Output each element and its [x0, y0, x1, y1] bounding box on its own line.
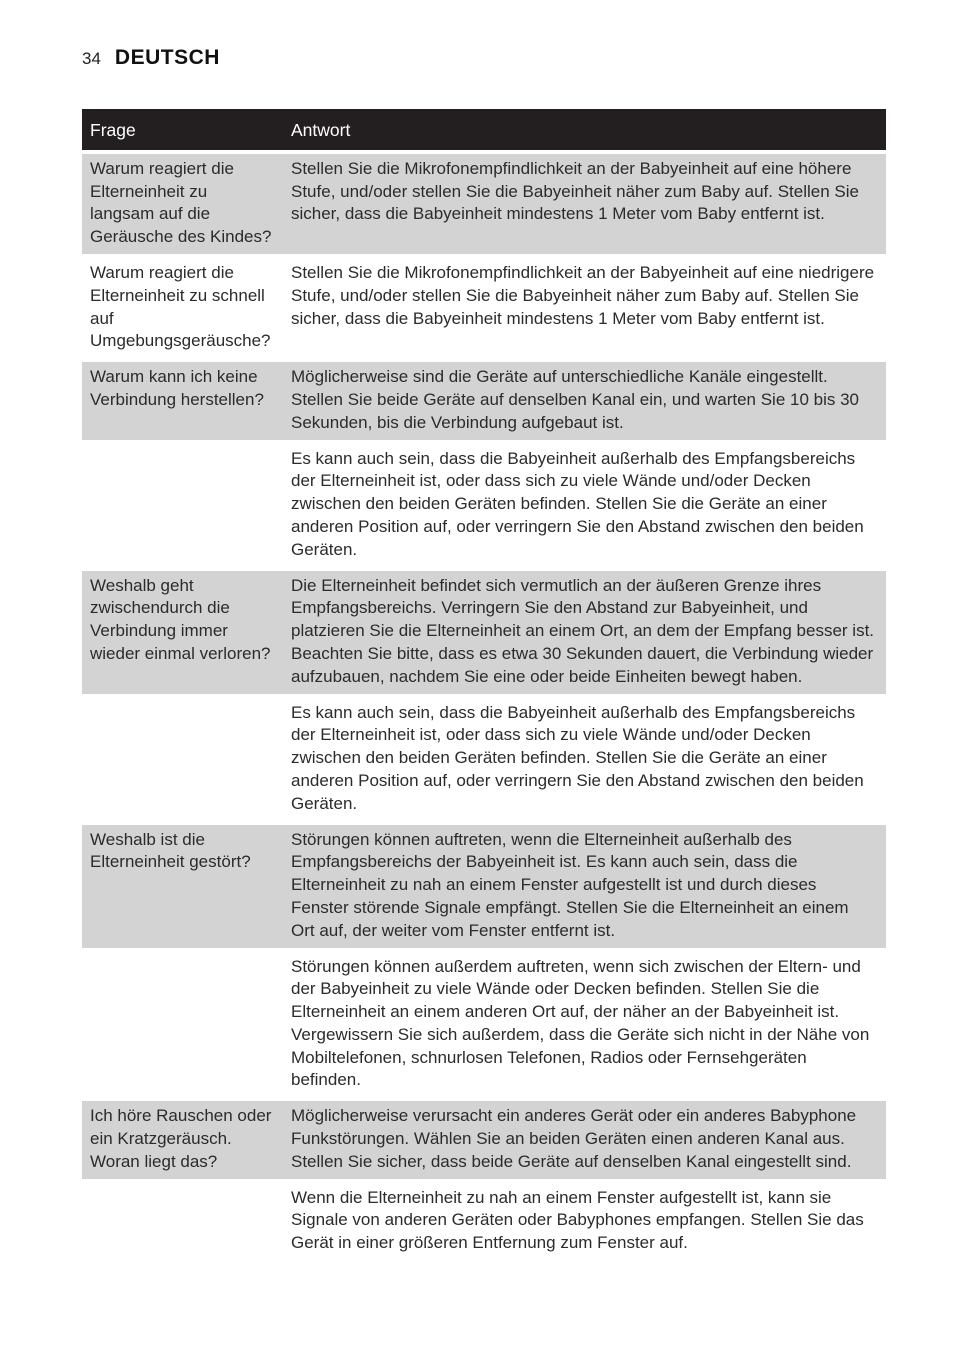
table-row: [82, 571, 886, 694]
table-row: [82, 825, 886, 948]
header-row: [82, 109, 886, 150]
question-cell: Ich höre Rauschen oder ein Kratzgeräusch. Woran liegt das?: [82, 1101, 283, 1178]
answer-cell: Wenn die Elterneinheit zu nah an einem Fenster aufgestellt ist, kann sie Signale von anderen Geräten oder Babyphones empfangen. Stellen Sie das Gerät in einer größeren Entfernung zum Fenster auf.: [283, 1183, 886, 1260]
question-cell: Warum reagiert die Elterneinheit zu schnell auf Umgebungsgeräusche?: [82, 258, 283, 358]
answer-cell: Die Elterneinheit befindet sich vermutlich an der äußeren Grenze ihres Empfangsbereichs. Verringern Sie den Abstand zur Babyeinheit, und platzieren Sie die Elterneinheit an einem Ort, an dem der Empfang besser ist. Beachten Sie bitte, dass es etwa 30 Sekunden dauert, die Verbindung wieder aufzubauen, nachdem Sie eine oder beide Einheiten bewegt haben.: [283, 571, 886, 694]
question-cell: Warum reagiert die Elterneinheit zu langsam auf die Geräusche des Kindes?: [82, 154, 283, 254]
page-number: 34: [82, 49, 101, 68]
question-cell: [82, 1183, 283, 1260]
table-row: [82, 1183, 886, 1260]
column-header-question: Frage: [82, 109, 283, 150]
answer-cell: Stellen Sie die Mikrofonempfindlichkeit an der Babyeinheit auf eine höhere Stufe, und/oder stellen Sie die Babyeinheit näher zum Baby auf. Stellen Sie sicher, dass die Babyeinheit mindestens 1 Meter vom Baby entfernt ist.: [283, 154, 886, 254]
column-header-answer: Antwort: [283, 109, 886, 150]
answer-cell: Möglicherweise verursacht ein anderes Gerät oder ein anderes Babyphone Funkstörungen. Wählen Sie an beiden Geräten einen anderen Kanal aus. Stellen Sie sicher, dass beide Geräte auf denselben Kanal eingestellt sind.: [283, 1101, 886, 1178]
table-row: [82, 258, 886, 358]
answer-cell: Es kann auch sein, dass die Babyeinheit außerhalb des Empfangsbereichs der Elterneinheit ist, oder dass sich zu viele Wände und/oder Decken zwischen den beiden Geräten befinden. Stellen Sie die Geräte an einer anderen Position auf, oder verringern Sie den Abstand zwischen den beiden Geräten.: [283, 698, 886, 821]
section-title: DEUTSCH: [114, 46, 220, 69]
answer-cell: Störungen können außerdem auftreten, wenn sich zwischen der Eltern- und der Babyeinheit zu viele Wände oder Decken befinden. Stellen Sie die Elterneinheit an einem anderen Ort auf, der näher an der Babyeinheit ist. Vergewissern Sie sich außerdem, dass die Geräte sich nicht in der Nähe von Mobiltelefonen, schnurlosen Telefonen, Radios oder Fernsehgeräten befinden.: [283, 952, 886, 1098]
answer-cell: Stellen Sie die Mikrofonempfindlichkeit an der Babyeinheit auf eine niedrigere Stufe, und/oder stellen Sie die Babyeinheit näher zum Baby auf. Stellen Sie sicher, dass die Babyeinheit mindestens 1 Meter vom Baby entfernt ist.: [283, 258, 886, 358]
answer-cell: Störungen können auftreten, wenn die Elterneinheit außerhalb des Empfangsbereichs der Babyeinheit ist. Es kann auch sein, dass die Elterneinheit zu nah an einem Fenster aufgestellt ist und durch dieses Fenster störende Signale empfängt. Stellen Sie die Elterneinheit an einem Ort auf, der weiter vom Fenster entfernt ist.: [283, 825, 886, 948]
question-cell: Weshalb geht zwischendurch die Verbindung immer wieder einmal verloren?: [82, 571, 283, 694]
question-cell: [82, 444, 283, 567]
table-row: [82, 1101, 886, 1178]
question-cell: [82, 952, 283, 1098]
table-row: [82, 362, 886, 439]
page-header: [82, 46, 220, 70]
faq-table: [82, 105, 886, 1264]
table-row: [82, 698, 886, 821]
table-row: [82, 154, 886, 254]
answer-cell: Möglicherweise sind die Geräte auf unterschiedliche Kanäle eingestellt. Stellen Sie beide Geräte auf denselben Kanal ein, und warten Sie 10 bis 30 Sekunden, bis die Verbindung aufgebaut ist.: [283, 362, 886, 439]
faq-table-header: [82, 109, 886, 150]
table-row: [82, 952, 886, 1098]
table-row: [82, 444, 886, 567]
question-cell: [82, 698, 283, 821]
faq-table-body: [82, 154, 886, 1260]
question-cell: Warum kann ich keine Verbindung herstellen?: [82, 362, 283, 439]
question-cell: Weshalb ist die Elterneinheit gestört?: [82, 825, 283, 948]
answer-cell: Es kann auch sein, dass die Babyeinheit außerhalb des Empfangsbereichs der Elterneinheit ist, oder dass sich zu viele Wände und/oder Decken zwischen den beiden Geräten befinden. Stellen Sie die Geräte an einer anderen Position auf, oder verringern Sie den Abstand zwischen den beiden Geräten.: [283, 444, 886, 567]
